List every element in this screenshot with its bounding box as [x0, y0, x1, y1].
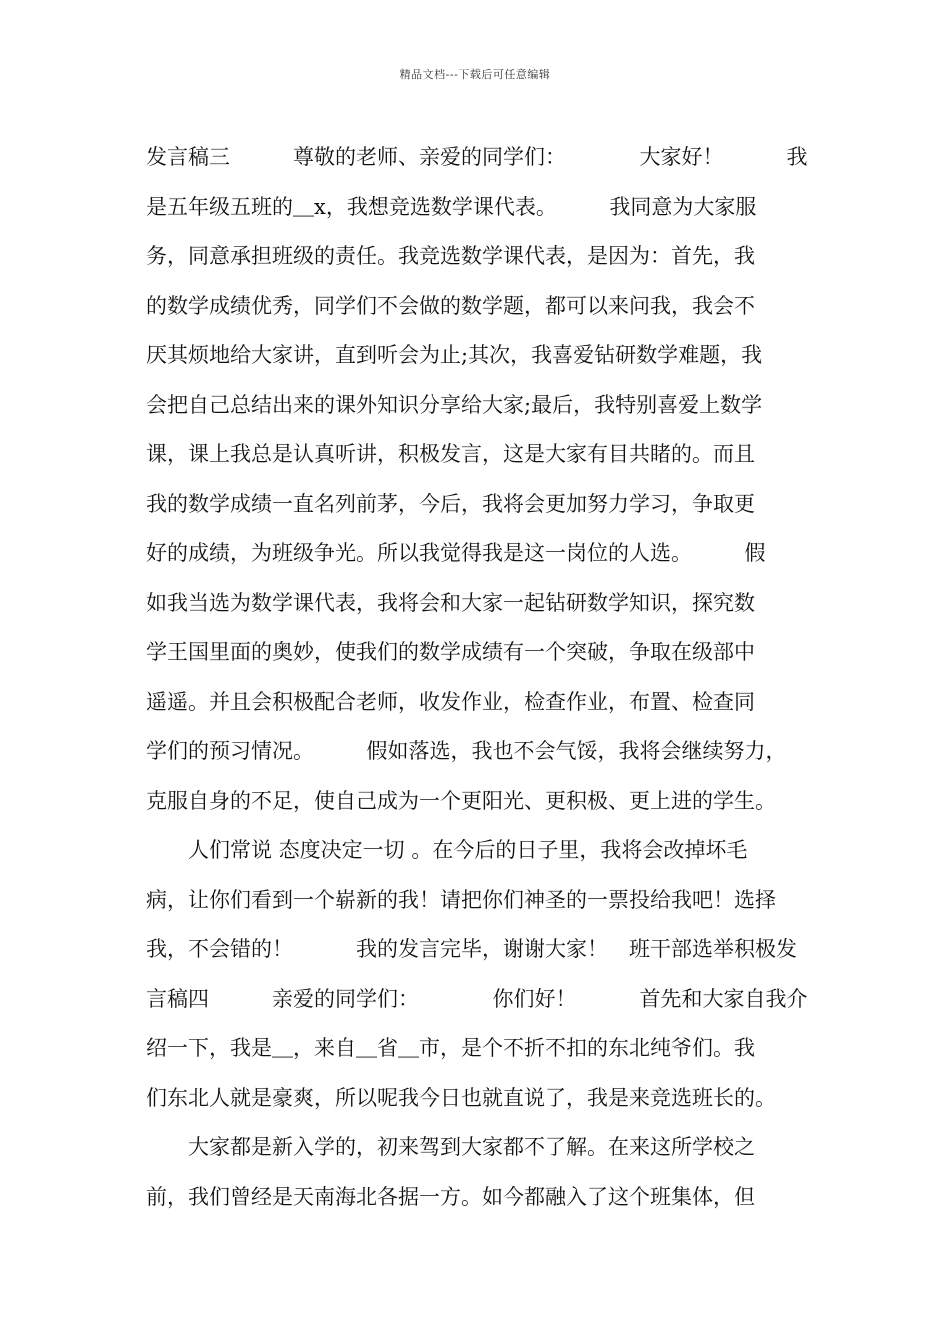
- text-line: 言稿四 亲爱的同学们： 你们好！ 首先和大家自我介: [146, 986, 808, 1011]
- text-line: 好的成绩，为班级争光。所以我觉得我是这一岗位的人选。 假: [146, 541, 766, 565]
- text-line: 是五年级五班的＿x，我想竞选数学课代表。 我同意为大家服: [146, 194, 757, 219]
- document-body: [146, 133, 822, 1222]
- text-line: 遥遥。并且会积极配合老师，收发作业，检查作业，布置、检查同: [146, 689, 755, 714]
- text-line: 学王国里面的奥妙，使我们的数学成绩有一个突破，争取在级部中: [146, 640, 755, 664]
- text-line: 的数学成绩优秀，同学们不会做的数学题，都可以来问我，我会不: [146, 293, 755, 318]
- text-line: 病，让你们看到一个崭新的我！请把你们神圣的一票投给我吧！选择: [146, 887, 776, 912]
- text-line: 们东北人就是豪爽，所以呢我今日也就直说了，我是来竞选班长的。: [146, 1085, 776, 1110]
- text-line: 课，课上我总是认真听讲，积极发言，这是大家有目共睹的。而且: [146, 442, 755, 466]
- page-header: 精品文档---下载后可任意编辑: [399, 68, 551, 81]
- text-line: 大家都是新入学的，初来驾到大家都不了解。在来这所学校之: [146, 1135, 755, 1159]
- text-line: 人们常说 态度决定一切 。在今后的日子里，我将会改掉坏毛: [146, 838, 748, 862]
- text-line: 我，不会错的！ 我的发言完毕，谢谢大家！ 班干部选举积极发: [146, 937, 797, 961]
- text-line: 克服自身的不足，使自己成为一个更阳光、更积极、更上进的学生。: [146, 788, 776, 813]
- text-line: 前，我们曾经是天南海北各据一方。如今都融入了这个班集体，但: [146, 1184, 755, 1209]
- text-line: 我的数学成绩一直名列前茅，今后，我将会更加努力学习，争取更: [146, 491, 755, 516]
- text-line: 会把自己总结出来的课外知识分享给大家;最后，我特别喜爱上数学: [146, 392, 763, 417]
- text-line: 务，同意承担班级的责任。我竞选数学课代表，是因为：首先，我: [146, 244, 755, 268]
- text-line: 如我当选为数学课代表，我将会和大家一起钻研数学知识，探究数: [146, 590, 755, 615]
- text-line: 厌其烦地给大家讲，直到听会为止;其次，我喜爱钻研数学难题，我: [146, 343, 763, 367]
- text-line: 绍一下，我是＿，来自＿省＿市，是个不折不扣的东北纯爷们。我: [146, 1036, 755, 1060]
- text-line: 学们的预习情况。 假如落选，我也不会气馁，我将会继续努力，: [146, 739, 787, 763]
- text-line: 发言稿三 尊敬的老师、亲爱的同学们： 大家好！ 我: [146, 145, 808, 169]
